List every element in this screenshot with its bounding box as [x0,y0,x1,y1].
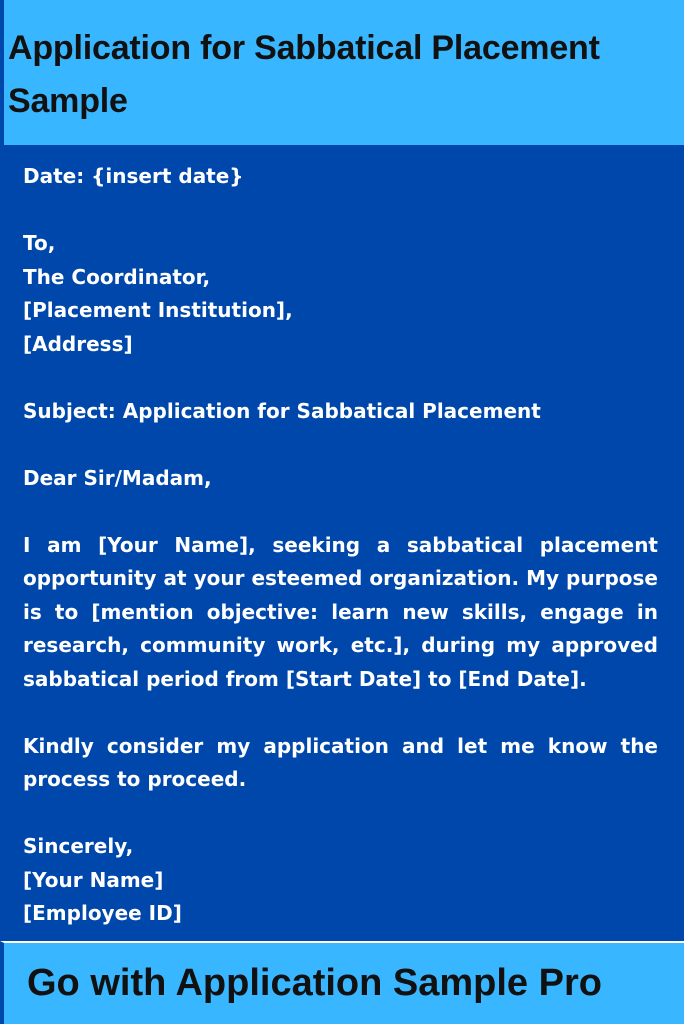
letter-paragraph-1: I am [Your Name], seeking a sabbatical placement opportunity at your esteemed organization. My purpose is to [mention objective: learn new skills, engage in research, community work, etc.], during my approved sabbatical period from [Start Date] to [End Date]. [23,532,658,691]
letter-date: Date: {insert date} [23,164,244,188]
letter-institution: [Placement Institution], [23,298,293,322]
spacer [23,797,658,831]
page-title-line-1: Application for Sabbatical Placement [8,29,600,67]
page-title [8,22,672,128]
page-footer [0,941,684,1024]
letter-body [23,160,658,931]
letter-closing: Sincerely, [23,834,134,858]
spacer [23,495,658,529]
page-header [0,0,684,145]
spacer [23,428,658,462]
letter-to: To, [23,231,56,255]
letter-employee-id: [Employee ID] [23,901,182,925]
spacer [23,194,658,228]
letter-subject: Subject: Application for Sabbatical Placement [23,398,541,423]
letter-salutation: Dear Sir/Madam, [23,465,212,490]
spacer [23,696,658,730]
letter-paragraph-2: Kindly consider my application and let me know the process to proceed. [23,733,658,791]
footer-brand-text: Go with Application Sample Pro [27,962,602,1004]
letter-recipient: The Coordinator, [23,264,211,289]
page-title-line-2: Sample [8,82,128,120]
letter-sender-name: [Your Name] [23,867,164,892]
letter-address: [Address] [23,331,133,356]
spacer [23,361,658,395]
